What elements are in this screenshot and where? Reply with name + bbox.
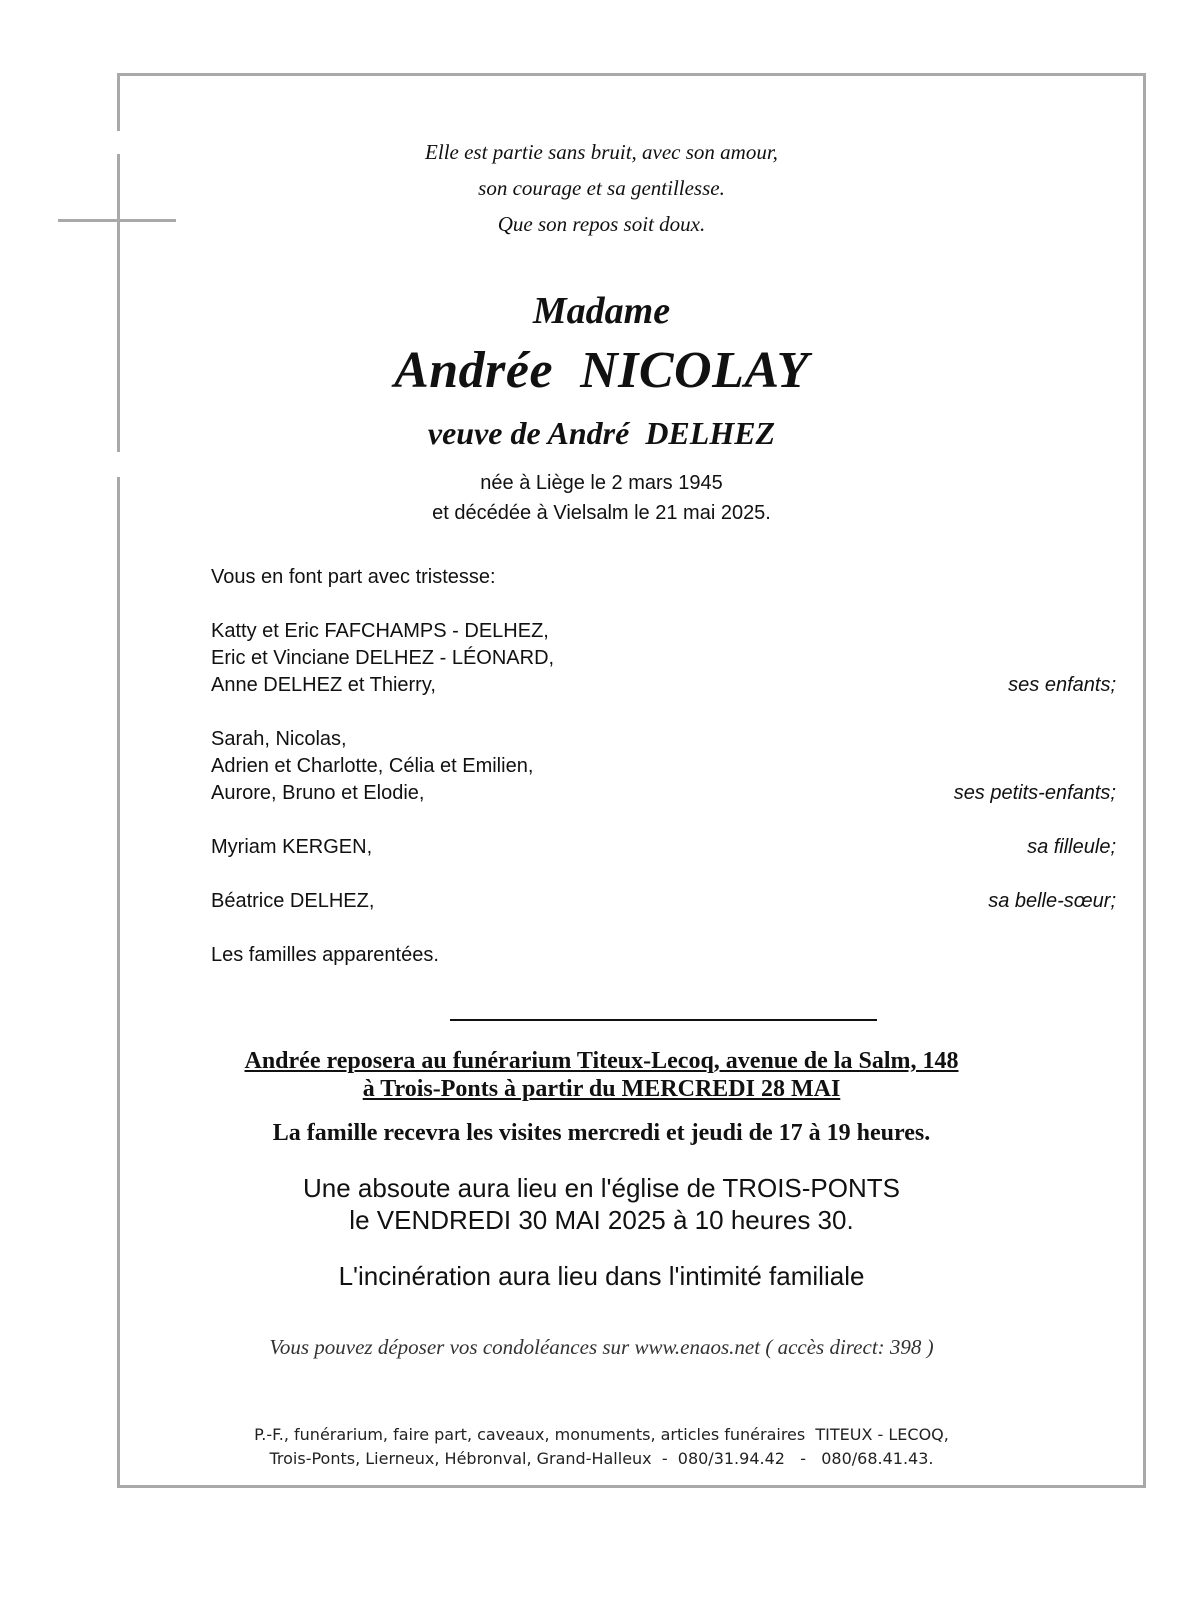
announcement-intro: Vous en font part avec tristesse: — [211, 566, 496, 588]
death-line: et décédée à Vielsalm le 21 mai 2025. — [432, 502, 771, 524]
family-member: Aurore, Bruno et Elodie, — [211, 782, 425, 804]
widow-of: veuve de André DELHEZ — [427, 415, 776, 451]
family-group-children — [211, 618, 1116, 699]
absolution-line: Une absoute aura lieu en l'église de TROIS-PONTS — [302, 1173, 900, 1203]
cremation-notice: L'incinération aura lieu dans l'intimité familiale — [338, 1261, 865, 1291]
footer-line: Trois-Ponts, Lierneux, Hébronval, Grand-Halleux - 080/31.94.42 - 080/68.41.43. — [269, 1449, 934, 1468]
epitaph — [0, 134, 1203, 242]
funeral-home-footer — [0, 1423, 1203, 1471]
epitaph-line: Que son repos soit doux. — [497, 212, 706, 236]
absolution-notice — [0, 1172, 1203, 1236]
honorific: Madame — [532, 290, 671, 332]
family-member: Sarah, Nicolas, — [211, 728, 347, 750]
frame-left-top — [117, 73, 120, 131]
family-member: Béatrice DELHEZ, — [211, 890, 375, 912]
frame-bottom — [117, 1485, 1146, 1488]
absolution-line: le VENDREDI 30 MAI 2025 à 10 heures 30. — [349, 1205, 854, 1235]
family-member: Eric et Vinciane DELHEZ - LÉONARD, — [211, 647, 555, 669]
family-group-goddaughter — [211, 834, 1116, 861]
birth-line: née à Liège le 2 mars 1945 — [480, 472, 723, 494]
epitaph-line: son courage et sa gentillesse. — [478, 176, 725, 200]
family-member: Anne DELHEZ et Thierry, — [211, 674, 436, 696]
family-group-sister-in-law — [211, 888, 1116, 915]
families-line: Les familles apparentées. — [211, 944, 439, 966]
frame-top — [117, 73, 1146, 76]
relation-label: sa filleule; — [1027, 836, 1116, 858]
epitaph-line: Elle est partie sans bruit, avec son amour, — [425, 140, 778, 164]
wake-line: à Trois-Ponts à partir du MERCREDI 28 MAI — [362, 1076, 841, 1102]
family-group-grandchildren — [211, 726, 1116, 807]
relation-label: ses enfants; — [1008, 674, 1116, 696]
relation-label: sa belle-sœur; — [988, 890, 1116, 912]
deceased-name: Andrée NICOLAY — [394, 342, 809, 399]
footer-line: P.-F., funérarium, faire part, caveaux, monuments, articles funéraires TITEUX - LECOQ, — [254, 1425, 949, 1444]
family-member: Myriam KERGEN, — [211, 836, 373, 858]
family-list — [211, 564, 1116, 591]
family-member: Katty et Eric FAFCHAMPS - DELHEZ, — [211, 620, 549, 642]
wake-line: Andrée reposera au funérarium Titeux-Lecoq, avenue de la Salm, 148 — [244, 1048, 959, 1074]
condolences-notice: Vous pouvez déposer vos condoléances sur www.enaos.net ( accès direct: 398 ) — [269, 1335, 934, 1359]
wake-notice — [0, 1047, 1203, 1103]
relation-label: ses petits-enfants; — [953, 782, 1116, 804]
family-member: Adrien et Charlotte, Célia et Emilien, — [211, 755, 534, 777]
visits-notice: La famille recevra les visites mercredi et jeudi de 17 à 19 heures. — [272, 1120, 931, 1146]
separator-line — [450, 1019, 877, 1021]
life-dates — [0, 468, 1203, 528]
